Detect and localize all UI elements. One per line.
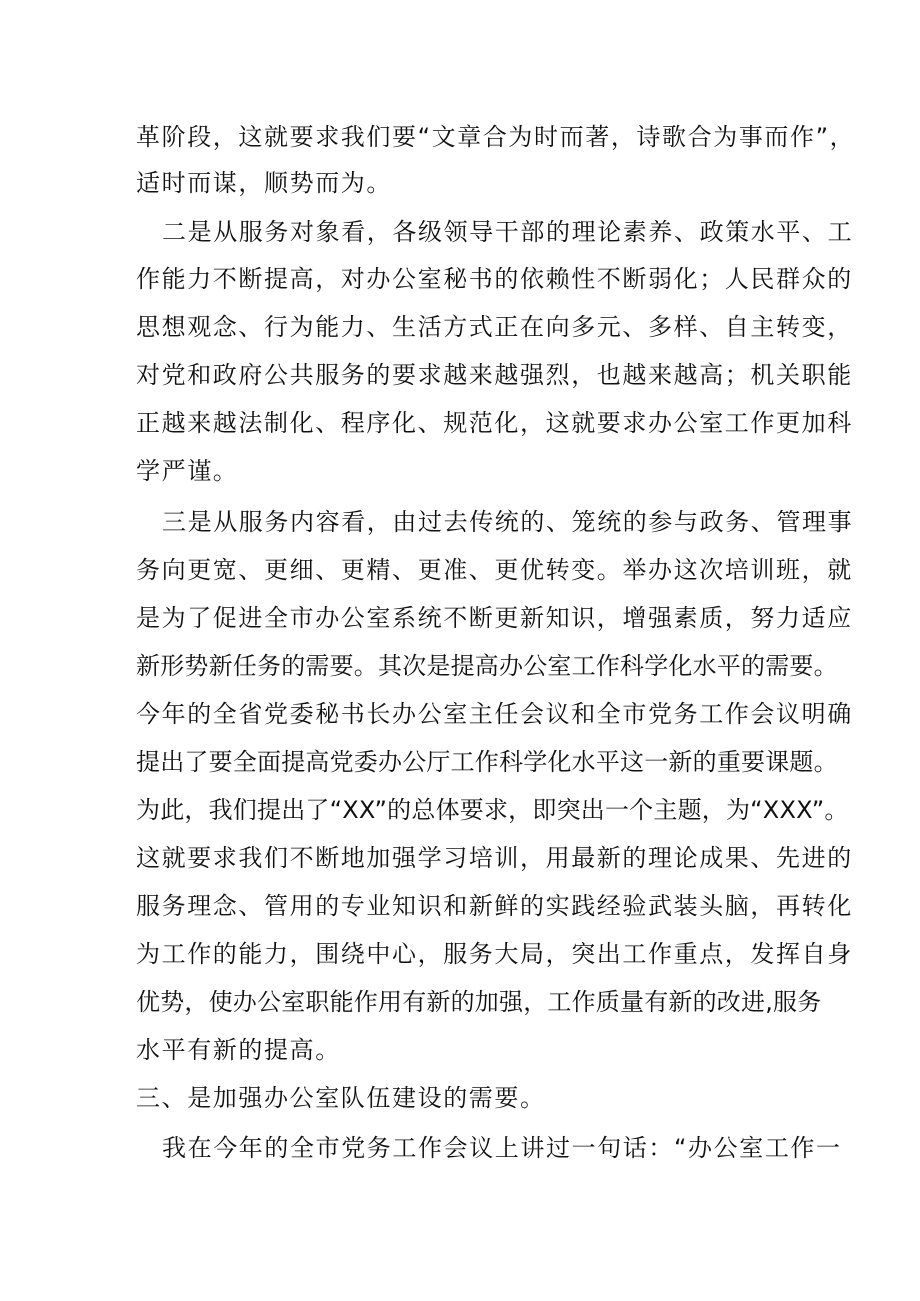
text-line: 务向更宽、更细、更精、更准、更优转变。举办这次培训班，就 xyxy=(136,556,853,584)
text-line: 对党和政府公共服务的要求越来越强烈，也越来越高；机关职能 xyxy=(136,361,853,389)
text-line: 今年的全省党委秘书长办公室主任会议和全市党务工作会议明确 xyxy=(136,700,853,728)
text-line: 思想观念、行为能力、生活方式正在向多元、多样、自主转变， xyxy=(136,313,853,341)
text-line: 水平有新的提高。 xyxy=(136,1036,341,1064)
text-line: 革阶段，这就要求我们要“文章合为时而著，诗歌合为事而作”， xyxy=(136,123,856,151)
text-line: 为此，我们提出了“XX”的总体要求，即突出一个主题，为“XXX”。 xyxy=(136,796,849,824)
text-line: 适时而谋，顺势而为。 xyxy=(136,169,392,197)
paragraph-2-start: 二是从服务对象看，各级领导干部的理论素养、政策水平、工 xyxy=(162,218,854,246)
section-heading: 三、是加强办公室队伍建设的需要。 xyxy=(136,1084,546,1112)
text-line: 新形势新任务的需要。其次是提高办公室工作科学化水平的需要。 xyxy=(136,652,838,680)
text-line: 学严谨。 xyxy=(136,457,239,485)
text-line: 提出了要全面提高党委办公厅工作科学化水平这一新的重要课题。 xyxy=(136,748,838,776)
text-line: 正越来越法制化、程序化、规范化，这就要求办公室工作更加科 xyxy=(136,409,853,437)
text-line: 是为了促进全市办公室系统不断更新知识，增强素质，努力适应 xyxy=(136,604,853,632)
paragraph-4-start: 我在今年的全市党务工作会议上讲过一句话：“办公室工作一 xyxy=(162,1134,842,1162)
text-line: 这就要求我们不断地加强学习培训，用最新的理论成果、先进的 xyxy=(136,844,853,872)
text-line: 优势，使办公室职能作用有新的加强，工作质量有新的改进,服务 xyxy=(136,988,822,1016)
text-line: 服务理念、管用的专业知识和新鲜的实践经验武装头脑，再转化 xyxy=(136,892,853,920)
paragraph-3-start: 三是从服务内容看，由过去传统的、笼统的参与政务、管理事 xyxy=(162,508,854,536)
text-line: 作能力不断提高，对办公室秘书的依赖性不断弱化；人民群众的 xyxy=(136,265,853,293)
text-line: 为工作的能力，围绕中心，服务大局，突出工作重点，发挥自身 xyxy=(136,940,853,968)
